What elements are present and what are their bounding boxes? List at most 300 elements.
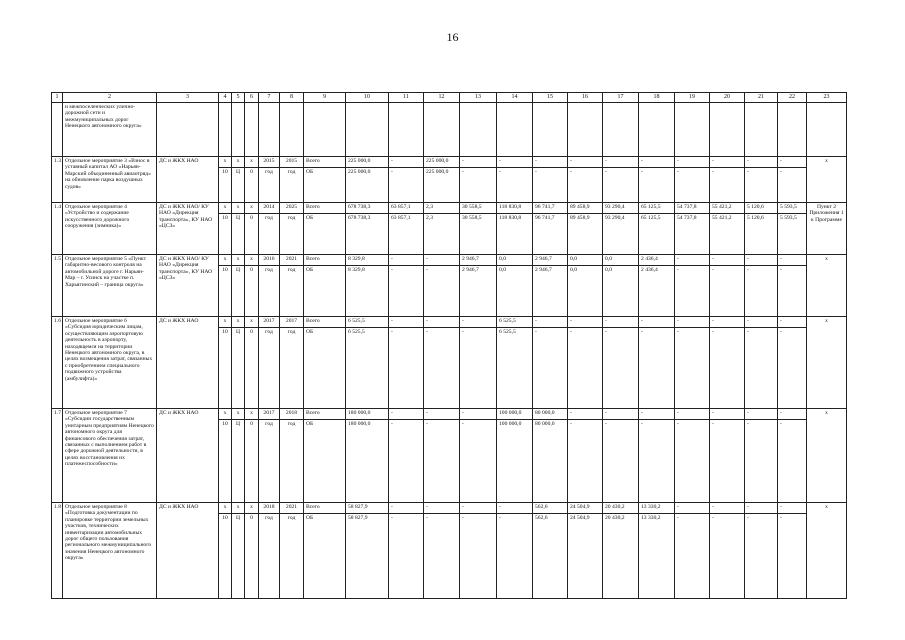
- code-col-4: [219, 157, 232, 203]
- code-col-4-top: х: [219, 157, 231, 168]
- value-col-12-top: -: [424, 409, 459, 420]
- value-col-19: [675, 157, 710, 203]
- code-col-5: [232, 503, 245, 599]
- end-year: [280, 409, 304, 503]
- code-col-5-bottom: Ц: [235, 329, 241, 335]
- code-col-5-bottom: Ц: [235, 169, 241, 175]
- code-col-5: [232, 317, 245, 409]
- value-col-19-top: -: [675, 409, 709, 420]
- start-year-bottom: год: [265, 515, 273, 521]
- value-col-17: [603, 157, 639, 203]
- measure-name: Отдельное мероприятие 6 «Субсидия юридическим лицам, осуществляющим аэропортовую деятельность в аэропорту, находящемся на территории Ненецкого автономного округа, в целях возмещения затрат, связанных с приобретением специального подвижного устройства (амбулифта)»: [63, 317, 157, 409]
- value-col-22-top: 5 593,5: [778, 203, 806, 214]
- value-col-18-bottom: 2 436,4: [641, 267, 658, 273]
- header-cell-15: 15: [533, 93, 568, 103]
- end-year-bottom: год: [287, 169, 296, 175]
- value-col-15-top: -: [533, 317, 567, 328]
- value-col-12-bottom: 225 000,0: [426, 169, 449, 175]
- value-col-14-bottom: 118 830,8: [499, 215, 522, 221]
- end-year-top: 2021: [280, 255, 303, 266]
- program-table: [51, 92, 847, 599]
- funding-source: [304, 203, 346, 255]
- value-col-18-top: -: [639, 157, 674, 168]
- start-year: [259, 317, 280, 409]
- value-col-10-bottom: 8 329,8: [348, 267, 365, 273]
- value-col-21-top: -: [745, 317, 777, 328]
- value-col-20-bottom: -: [712, 515, 714, 521]
- funding-source-bottom: ОБ: [306, 329, 314, 335]
- value-col-21-top: -: [745, 255, 777, 266]
- value-col-17-bottom: 93 290,4: [605, 215, 625, 221]
- start-year-bottom: год: [265, 267, 273, 273]
- value-col-21-top: 5 120,6: [745, 203, 777, 214]
- funding-source-top: Всего: [304, 255, 345, 266]
- value-col-17-top: -: [603, 317, 638, 328]
- code-col-5-top: х: [232, 503, 244, 514]
- value-col-22-top: -: [778, 157, 806, 168]
- value-col-15-bottom: 2 946,7: [535, 267, 552, 273]
- table-row: [52, 317, 847, 409]
- value-col-13-top: 2 946,7: [460, 255, 496, 266]
- code-col-4: [219, 317, 232, 409]
- end-year: [280, 157, 304, 203]
- value-col-21: [745, 503, 778, 599]
- value-col-15: [533, 409, 568, 503]
- start-year-bottom: год: [265, 215, 273, 221]
- value-col-12: [424, 157, 460, 203]
- value-col-22-top: -: [778, 317, 806, 328]
- value-col-10-bottom: 225 000,0: [348, 169, 371, 175]
- value-col-11-bottom: 63 857,1: [391, 215, 411, 221]
- value-col-12-bottom: -: [426, 267, 428, 273]
- value-col-16: [568, 409, 603, 503]
- value-col-20: [710, 503, 745, 599]
- value-col-13-top: -: [460, 503, 496, 514]
- value-col-18: [639, 503, 675, 599]
- funding-source-top: Всего: [304, 409, 345, 420]
- start-year: [259, 409, 280, 503]
- executor: ДС и ЖКХ НАО: [157, 409, 219, 503]
- note: х: [807, 409, 847, 503]
- value-col-18: [639, 409, 675, 503]
- value-col-20-top: -: [710, 255, 744, 266]
- value-col-11-bottom: -: [391, 421, 393, 427]
- header-cell-21: 21: [745, 93, 778, 103]
- code-col-5-bottom: Ц: [235, 215, 241, 221]
- value-col-22-top: -: [778, 409, 806, 420]
- value-col-14-top: -: [497, 157, 532, 168]
- table-row: [52, 503, 847, 599]
- code-col-4: [219, 503, 232, 599]
- code-col-4-top: х: [219, 317, 231, 328]
- value-col-16: [568, 255, 603, 317]
- header-cell-2: 2: [63, 93, 157, 103]
- value-col-21-top: -: [745, 409, 777, 420]
- measure-name: Отдельное мероприятие 4 «Устройство и содержание искусственного дорожного сооружения (зимника)»: [63, 203, 157, 255]
- funding-source: [304, 503, 346, 599]
- executor: ДС и ЖКХ НАО/ КУ НАО «Дирекция транспорта», КУ НАО «ЦСЗ»: [157, 255, 219, 317]
- value-col-10-top: 225 000,0: [346, 157, 388, 168]
- value-col-13-bottom: -: [462, 421, 464, 427]
- value-col-18-top: -: [639, 317, 674, 328]
- value-col-11-bottom: -: [391, 329, 393, 335]
- code-col-6: [245, 157, 259, 203]
- value-col-22-top: -: [778, 255, 806, 266]
- end-year-bottom: год: [287, 515, 296, 521]
- code-col-5-top: х: [232, 157, 244, 168]
- funding-source-top: Всего: [304, 317, 345, 328]
- value-col-17-bottom: -: [605, 169, 607, 175]
- value-col-19-bottom: -: [677, 421, 679, 427]
- value-col-13: [460, 255, 497, 317]
- value-col-11: [389, 409, 424, 503]
- value-col-15-top: 96 741,7: [533, 203, 567, 214]
- value-col-15: [533, 255, 568, 317]
- note: х: [807, 255, 847, 317]
- value-col-10-bottom: 6 525,5: [348, 329, 365, 335]
- code-col-4-bottom: 10: [222, 267, 228, 273]
- value-col-11-top: -: [389, 409, 423, 420]
- value-col-12-bottom: -: [426, 329, 428, 335]
- start-year-top: 2016: [259, 255, 279, 266]
- value-col-16: [568, 503, 603, 599]
- value-col-18-bottom: 13 330,2: [641, 515, 661, 521]
- header-cell-17: 17: [603, 93, 639, 103]
- value-col-21: [745, 255, 778, 317]
- row-number: 1.7: [52, 409, 63, 503]
- value-col-11-top: -: [389, 503, 423, 514]
- start-year: [259, 503, 280, 599]
- value-col-20: [710, 317, 745, 409]
- value-col-18: [639, 203, 675, 255]
- value-col-21: [745, 409, 778, 503]
- value-col-19-bottom: -: [677, 329, 679, 335]
- value-col-17-top: -: [603, 409, 638, 420]
- value-col-18: [639, 157, 675, 203]
- value-col-11: [389, 317, 424, 409]
- value-col-12: [424, 255, 460, 317]
- value-col-20-bottom: 55 421,2: [712, 215, 732, 221]
- value-col-14: [497, 157, 533, 203]
- code-col-5-top: х: [232, 255, 244, 266]
- value-col-15-bottom: 80 000,0: [535, 421, 555, 427]
- header-cell-11: 11: [389, 93, 424, 103]
- value-col-17-top: 0,0: [603, 255, 638, 266]
- value-col-10-bottom: 58 827,9: [348, 515, 368, 521]
- measure-name: Отдельное мероприятие 3 «Взнос в уставный капитал АО «Нарьян-Марский объединенный авиаотряд» на обновление парка воздушных судов»: [63, 157, 157, 203]
- table-row: [52, 157, 847, 203]
- value-col-21-bottom: 5 120,6: [747, 215, 764, 221]
- value-col-10-top: 180 000,0: [346, 409, 388, 420]
- value-col-10-bottom: 678 738,3: [348, 215, 371, 221]
- end-year: [280, 317, 304, 409]
- header-cell-6: 6: [245, 93, 259, 103]
- value-col-20: [710, 157, 745, 203]
- page-number: 16: [446, 30, 459, 44]
- header-cell-7: 7: [259, 93, 280, 103]
- code-col-5-bottom: Ц: [235, 421, 241, 427]
- funding-source: [304, 317, 346, 409]
- value-col-15-top: 2 946,7: [533, 255, 567, 266]
- value-col-19: [675, 317, 710, 409]
- value-col-21: [745, 317, 778, 409]
- value-col-16-top: 89 458,9: [568, 203, 602, 214]
- value-col-13-top: -: [460, 157, 496, 168]
- value-col-18-top: 13 330,2: [639, 503, 674, 514]
- value-col-20: [710, 255, 745, 317]
- start-year-top: 2015: [259, 157, 279, 168]
- header-row: [52, 93, 847, 103]
- value-col-10-bottom: 180 000,0: [348, 421, 371, 427]
- value-col-10: [346, 255, 389, 317]
- value-col-13-top: 30 558,5: [460, 203, 496, 214]
- value-col-19-top: -: [675, 503, 709, 514]
- value-col-17-bottom: -: [605, 421, 607, 427]
- value-col-17-bottom: -: [605, 329, 607, 335]
- value-col-22: [778, 203, 807, 255]
- value-col-14-top: -: [497, 503, 532, 514]
- value-col-18-top: 65 125,5: [639, 203, 674, 214]
- value-col-21-top: -: [745, 503, 777, 514]
- header-cell-14: 14: [497, 93, 533, 103]
- code-col-6: [245, 255, 259, 317]
- funding-source-top: Всего: [304, 157, 345, 168]
- value-col-21-top: -: [745, 157, 777, 168]
- value-col-16-bottom: -: [570, 169, 572, 175]
- header-cell-1: 1: [52, 93, 63, 103]
- value-col-14-bottom: -: [499, 169, 501, 175]
- measure-name: Отдельное мероприятие 7 «Субсидии государственным унитарным предприятиям Ненецкого автономного округа для финансового обеспечения затрат, связанных с выполнением работ в сфере дорожной деятельности, в целях восстановления их платежеспособности»: [63, 409, 157, 503]
- end-year-top: 2017: [280, 317, 303, 328]
- value-col-17-top: 20 430,2: [603, 503, 638, 514]
- value-col-11-top: -: [389, 317, 423, 328]
- code-col-6-bottom: 0: [250, 215, 253, 221]
- value-col-13: [460, 409, 497, 503]
- code-col-4-top: х: [219, 255, 231, 266]
- value-col-11-bottom: -: [391, 169, 393, 175]
- value-col-11: [389, 503, 424, 599]
- code-col-5-top: х: [232, 317, 244, 328]
- funding-source-bottom: ОБ: [306, 515, 314, 521]
- value-col-13-bottom: 30 558,5: [462, 215, 482, 221]
- value-col-18-top: 2 436,4: [639, 255, 674, 266]
- code-col-4: [219, 255, 232, 317]
- value-col-21: [745, 203, 778, 255]
- code-col-6-top: х: [245, 255, 258, 266]
- value-col-20-bottom: -: [712, 329, 714, 335]
- value-col-11-bottom: -: [391, 267, 393, 273]
- value-col-11: [389, 203, 424, 255]
- code-col-4-bottom: 10: [222, 329, 228, 335]
- start-year-top: 2014: [259, 203, 279, 214]
- header-cell-20: 20: [710, 93, 745, 103]
- value-col-15: [533, 203, 568, 255]
- value-col-19-bottom: 54 737,8: [677, 215, 697, 221]
- value-col-18: [639, 255, 675, 317]
- value-col-14: [497, 203, 533, 255]
- end-year-top: 2025: [280, 203, 303, 214]
- value-col-18-bottom: -: [641, 169, 643, 175]
- funding-source: [304, 255, 346, 317]
- header-cell-23: 23: [807, 93, 847, 103]
- value-col-15-top: 562,6: [533, 503, 567, 514]
- funding-source-bottom: ОБ: [306, 267, 314, 273]
- value-col-11-top: -: [389, 157, 423, 168]
- code-col-6-bottom: 0: [250, 169, 253, 175]
- value-col-17: [603, 317, 639, 409]
- code-col-4-bottom: 10: [222, 421, 228, 427]
- start-year-top: 2017: [259, 317, 279, 328]
- start-year-bottom: год: [265, 421, 273, 427]
- code-col-4-bottom: 10: [222, 215, 228, 221]
- value-col-14-top: 118 830,8: [497, 203, 532, 214]
- value-col-14-bottom: 0,0: [499, 267, 506, 273]
- value-col-12: [424, 409, 460, 503]
- header-cell-5: 5: [232, 93, 245, 103]
- value-col-21-bottom: -: [747, 169, 749, 175]
- value-col-22: [778, 255, 807, 317]
- funding-source-top: Всего: [304, 203, 345, 214]
- value-col-17-top: 93 290,4: [603, 203, 638, 214]
- value-col-11: [389, 157, 424, 203]
- value-col-18: [639, 317, 675, 409]
- value-col-14-bottom: 100 000,0: [499, 421, 522, 427]
- value-col-18-top: -: [639, 409, 674, 420]
- value-col-20-bottom: -: [712, 267, 714, 273]
- value-col-12: [424, 317, 460, 409]
- code-col-6-top: х: [245, 203, 258, 214]
- value-col-17-bottom: 20 430,2: [605, 515, 625, 521]
- code-col-5: [232, 157, 245, 203]
- code-col-5: [232, 255, 245, 317]
- value-col-13-top: -: [460, 409, 496, 420]
- code-col-6: [245, 203, 259, 255]
- value-col-21-bottom: -: [747, 421, 749, 427]
- start-year: [259, 255, 280, 317]
- value-col-16-top: -: [568, 317, 602, 328]
- funding-source-bottom: ОБ: [306, 169, 314, 175]
- executor: ДС и ЖКХ НАО: [157, 317, 219, 409]
- code-col-4-top: х: [219, 503, 231, 514]
- value-col-11: [389, 255, 424, 317]
- value-col-22-bottom: -: [780, 267, 782, 273]
- value-col-12: [424, 203, 460, 255]
- value-col-15: [533, 157, 568, 203]
- value-col-14-bottom: -: [499, 515, 501, 521]
- header-cell-3: 3: [157, 93, 219, 103]
- funding-source: [304, 409, 346, 503]
- code-col-6-top: х: [245, 503, 258, 514]
- value-col-22-bottom: -: [780, 329, 782, 335]
- value-col-19-top: -: [675, 157, 709, 168]
- header-cell-16: 16: [568, 93, 603, 103]
- value-col-13-bottom: -: [462, 515, 464, 521]
- end-year-top: 2018: [280, 409, 303, 420]
- value-col-14: [497, 255, 533, 317]
- value-col-19-top: -: [675, 317, 709, 328]
- code-col-6: [245, 503, 259, 599]
- value-col-14-top: 100 000,0: [497, 409, 532, 420]
- value-col-16-bottom: 24 504,9: [570, 515, 590, 521]
- value-col-16-top: 24 504,9: [568, 503, 602, 514]
- funding-source-top: Всего: [304, 503, 345, 514]
- row-number: 1.3: [52, 157, 63, 203]
- value-col-18-bottom: 65 125,5: [641, 215, 661, 221]
- value-col-12-top: 225 000,0: [424, 157, 459, 168]
- value-col-12-top: -: [424, 503, 459, 514]
- header-cell-18: 18: [639, 93, 675, 103]
- value-col-19-bottom: -: [677, 267, 679, 273]
- value-col-12-top: -: [424, 255, 459, 266]
- value-col-16: [568, 157, 603, 203]
- start-year: [259, 157, 280, 203]
- value-col-12-bottom: -: [426, 515, 428, 521]
- value-col-13-bottom: -: [462, 329, 464, 335]
- executor: ДС и ЖКХ НАО: [157, 503, 219, 599]
- row-number: 1.6: [52, 317, 63, 409]
- code-col-5-bottom: Ц: [235, 267, 241, 273]
- header-cell-12: 12: [424, 93, 460, 103]
- value-col-17-top: -: [603, 157, 638, 168]
- continuation-text: и межпоселенческих улично-дорожной сети и межмуниципальных дорог Ненецкого автономного округа»: [63, 103, 157, 157]
- row-number: 1.8: [52, 503, 63, 599]
- measure-name: Отдельное мероприятие 8 «Подготовка документации по планировке территории земельных участков, технических инвентаризации автомобильных дорог общего пользования регионального межмуниципального значения Ненецкого автономного округа»: [63, 503, 157, 599]
- code-col-4-top: х: [219, 409, 231, 420]
- value-col-16-bottom: -: [570, 329, 572, 335]
- value-col-16-bottom: 0,0: [570, 267, 577, 273]
- value-col-13: [460, 203, 497, 255]
- header-cell-19: 19: [675, 93, 710, 103]
- value-col-19-top: 54 737,8: [675, 203, 709, 214]
- value-col-16-top: -: [568, 409, 602, 420]
- value-col-15-top: -: [533, 157, 567, 168]
- code-col-4-bottom: 10: [222, 515, 228, 521]
- value-col-15-bottom: -: [535, 169, 537, 175]
- value-col-17: [603, 503, 639, 599]
- value-col-20: [710, 409, 745, 503]
- value-col-13: [460, 317, 497, 409]
- value-col-22: [778, 409, 807, 503]
- value-col-13-top: -: [460, 317, 496, 328]
- value-col-22: [778, 157, 807, 203]
- code-col-5-top: х: [232, 203, 244, 214]
- value-col-21-bottom: -: [747, 267, 749, 273]
- code-col-6: [245, 409, 259, 503]
- code-col-5: [232, 203, 245, 255]
- value-col-10-top: 8 329,8: [346, 255, 388, 266]
- value-col-16-bottom: 89 458,9: [570, 215, 590, 221]
- value-col-13: [460, 157, 497, 203]
- value-col-20-top: 55 421,2: [710, 203, 744, 214]
- code-col-5: [232, 409, 245, 503]
- value-col-10-top: 6 525,5: [346, 317, 388, 328]
- value-col-19: [675, 503, 710, 599]
- value-col-13: [460, 503, 497, 599]
- value-col-20-top: -: [710, 317, 744, 328]
- end-year-bottom: год: [287, 421, 296, 427]
- value-col-22-top: -: [778, 503, 806, 514]
- value-col-20-bottom: -: [712, 169, 714, 175]
- code-col-6-bottom: 0: [250, 267, 253, 273]
- start-year-bottom: год: [265, 169, 273, 175]
- value-col-15-top: 80 000,0: [533, 409, 567, 420]
- value-col-16-bottom: -: [570, 421, 572, 427]
- value-col-19: [675, 255, 710, 317]
- value-col-14: [497, 317, 533, 409]
- value-col-19-bottom: -: [677, 169, 679, 175]
- value-col-12-top: 2,3: [424, 203, 459, 214]
- value-col-12: [424, 503, 460, 599]
